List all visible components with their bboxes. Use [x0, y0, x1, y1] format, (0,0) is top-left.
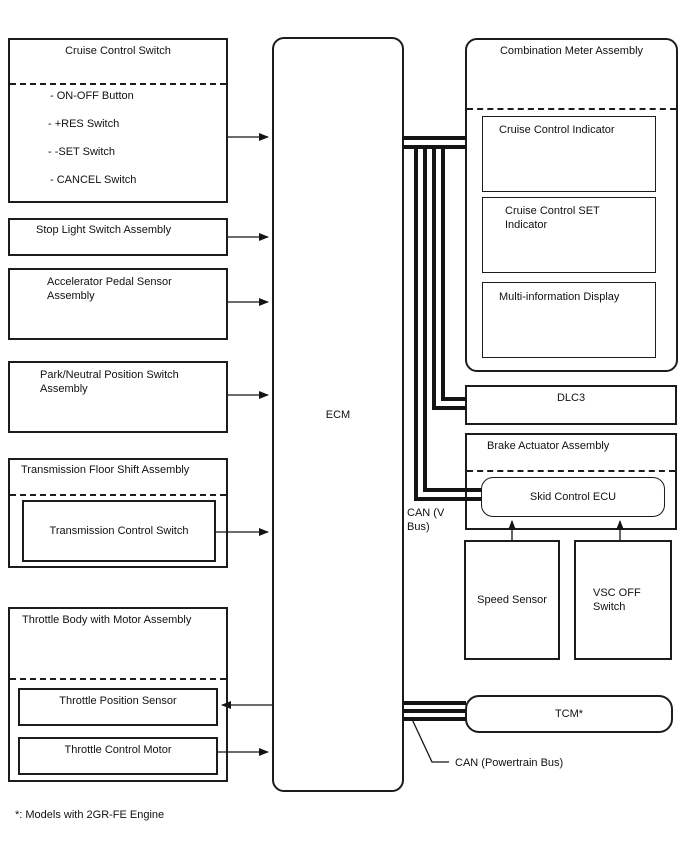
brake-actuator-assembly-title: Brake Actuator Assembly	[487, 440, 610, 452]
tcm-title: TCM*	[554, 708, 584, 720]
can-v-bus-dlc3-horizontal-inner	[441, 397, 466, 401]
can-v-bus-skid-vertical-outer	[414, 149, 418, 501]
dlc3-box	[465, 385, 677, 425]
dlc3-title: DLC3	[556, 392, 586, 404]
footnote: *: Models with 2GR-FE Engine	[15, 809, 165, 821]
can-v-bus-label: CAN (V Bus)	[407, 507, 445, 533]
combination-meter-assembly-title: Combination Meter Assembly	[499, 45, 644, 57]
skid-control-ecu-title: Skid Control ECU	[529, 491, 617, 503]
combination-meter-divider	[467, 108, 676, 110]
can-v-bus-skid-vertical-inner	[423, 149, 427, 492]
throttle-body-title: Throttle Body with Motor Assembly	[22, 614, 192, 626]
speed-sensor-box	[464, 540, 560, 660]
throttle-body-divider	[10, 678, 226, 680]
cruise-control-set-indicator-title: Cruise Control SET Indicator	[505, 205, 600, 231]
can-powertrain-leader-line	[411, 717, 449, 762]
transmission-control-switch-box	[22, 500, 216, 562]
can-v-bus-dlc3-vertical-inner	[441, 149, 445, 401]
cruise-control-set-indicator-box	[482, 197, 656, 273]
throttle-position-sensor-box	[18, 688, 218, 726]
skid-control-ecu-box	[481, 477, 665, 517]
cruise-control-switch-title: Cruise Control Switch	[65, 45, 171, 57]
can-v-bus-dlc3-horizontal-outer	[432, 406, 466, 410]
speed-sensor-title: Speed Sensor	[477, 594, 547, 606]
park-neutral-position-switch-title: Park/Neutral Position Switch Assembly	[40, 369, 179, 395]
brake-actuator-divider	[467, 470, 675, 472]
can-powertrain-bus-line-2	[403, 709, 466, 713]
can-v-bus-top-line-1	[403, 136, 466, 140]
throttle-position-sensor-title: Throttle Position Sensor	[59, 695, 177, 707]
multi-information-display-box	[482, 282, 656, 358]
cruise-control-switch-divider	[10, 83, 226, 85]
multi-information-display-title: Multi-information Display	[499, 291, 620, 303]
transmission-floor-shift-divider	[10, 494, 226, 496]
can-v-bus-skid-horizontal-inner	[423, 488, 482, 492]
cruise-switch-item-res: - +RES Switch	[48, 118, 120, 130]
throttle-control-motor-box	[18, 737, 218, 775]
ecm-box	[272, 37, 404, 792]
cruise-switch-item-onoff: - ON-OFF Button	[50, 90, 134, 102]
park-neutral-position-switch-box	[8, 361, 228, 433]
cruise-control-indicator-title: Cruise Control Indicator	[499, 124, 615, 136]
cruise-control-indicator-box	[482, 116, 656, 192]
cruise-switch-item-cancel: - CANCEL Switch	[50, 174, 137, 186]
transmission-control-switch-title: Transmission Control Switch	[49, 525, 189, 537]
accelerator-pedal-sensor-title: Accelerator Pedal Sensor Assembly	[47, 276, 172, 302]
tcm-box	[465, 695, 673, 733]
can-v-bus-dlc3-vertical-outer	[432, 149, 436, 410]
ecm-title: ECM	[325, 408, 351, 421]
vsc-off-switch-title: VSC OFF Switch	[593, 587, 641, 613]
stop-light-switch-title: Stop Light Switch Assembly	[36, 224, 172, 236]
can-v-bus-skid-horizontal-outer	[414, 497, 482, 501]
vsc-off-switch-box	[574, 540, 672, 660]
cruise-switch-item-set: - -SET Switch	[48, 146, 116, 158]
transmission-floor-shift-title: Transmission Floor Shift Assembly	[21, 464, 190, 476]
stop-light-switch-box	[8, 218, 228, 256]
can-powertrain-bus-line-3	[403, 717, 466, 721]
can-powertrain-bus-line-1	[403, 701, 466, 705]
accelerator-pedal-sensor-box	[8, 268, 228, 340]
can-powertrain-bus-label: CAN (Powertrain Bus)	[455, 757, 564, 769]
throttle-control-motor-title: Throttle Control Motor	[64, 744, 172, 756]
